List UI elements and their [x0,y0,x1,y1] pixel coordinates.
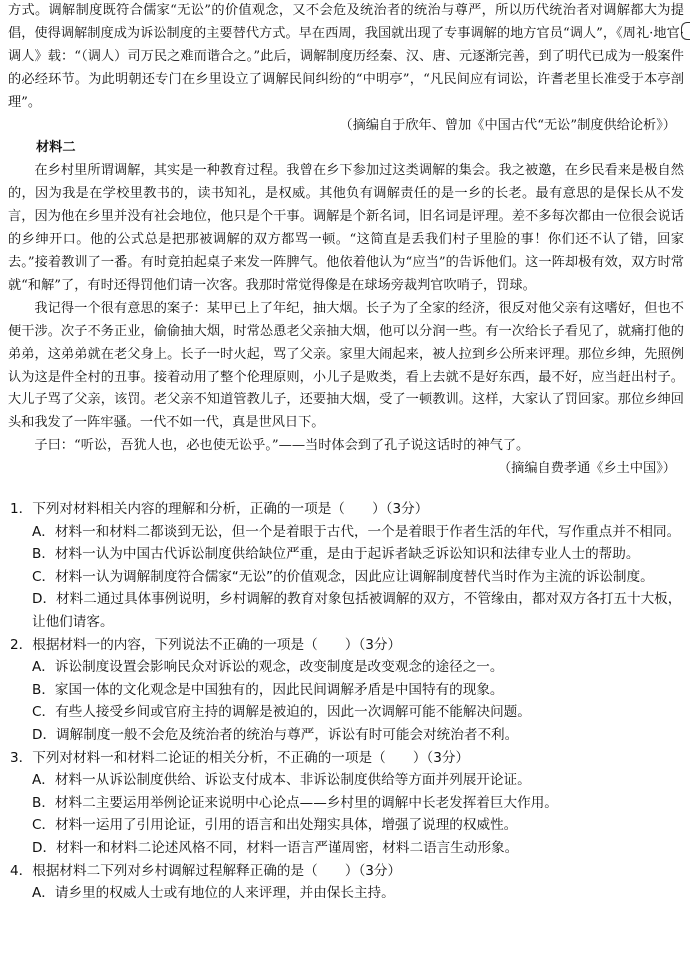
option-d: D．材料二通过具体事例说明，乡村调解的教育对象包括被调解的双方，不管缘由，都对双方各打五十大板，让他们请客。 [32,591,682,630]
option-a: A．请乡里的权威人士或有地位的人来评理，并由保长主持。 [32,885,395,902]
material2-paragraph-3: 子曰：“听讼，吾犹人也，必也使无讼乎。”——当时体会到了孔子说这话时的神气了。 [34,438,530,454]
material2-paragraph-1: 在乡村里所谓调解，其实是一种教育过程。我曾在乡下参加过这类调解的集会。我之被邀，在乡民看来是极自然的，因为我是在学校里教书的，读书知礼，是权威。其他负有调解责任的是一乡的长老。最有意思的是保长从不发言，因为他在乡里并没有社会地位，他只是个干事。调解是个新名词，旧名词是评理。差不多每次都由一位很会说话的乡绅开口。他的公式总是把那被调解的双方都骂一顿。“这简直是丢我们村子里脸的事！你们还不认了错，回家去。”接着教训了一番。有时竟拍起桌子来发一阵脾气。他依着他认为“应当”的告诉他们。这一阵却极有效，双方时常就“和解”了，有时还得罚他们请一次客。我那时常觉得像是在球场旁裁判官吹哨子，罚球。 [8,163,684,293]
question-2 [8,634,684,747]
material2-source: （摘编自费孝通《乡土中国》） [497,461,676,477]
question-stem: 1．下列对材料相关内容的理解和分析，正确的一项是（ ）（3分） [10,501,429,517]
material2-heading: 材料二 [36,140,76,156]
reading-passage [8,0,684,481]
option-a: A．材料一从诉讼制度供给、诉讼支付成本、非诉讼制度供给等方面并列展开论证。 [32,772,531,789]
question-4 [8,860,684,905]
question-stem: 3．下列对材料一和材料二论证的相关分析，不正确的一项是（ ）（3分） [10,749,470,766]
question-1 [8,498,684,634]
option-d: D．调解制度一般不会危及统治者的统治与尊严，诉讼有时可能会对统治者不利。 [32,726,519,743]
material1-source: （摘编自于欣年、曾加《中国古代“无讼”制度供给论析》） [339,117,676,133]
question-stem: 2．根据材料一的内容，下列说法不正确的一项是（ ）（3分） [10,636,402,653]
material2-paragraph-2: 我记得一个很有意思的案子：某甲已上了年纪，抽大烟。长子为了全家的经济，很反对他父亲有这嗜好，但也不便干涉。次子不务正业，偷偷抽大烟，时常怂恿老父亲抽大烟，他可以分润一些。有一次给长子看见了，就痛打他的弟弟，这弟弟就在老父身上。长子一时火起，骂了父亲。家里大闹起来，被人拉到乡公所来评理。那位乡绅，先照例认为这是件全村的丑事。接着动用了整个伦理原则，小儿子是败类，看上去就不是好东西，最不好，应当赶出村子。大儿子骂了父亲，该罚。老父亲不知道管教儿子，还要抽大烟，受了一顿教训。这样，大家认了罚回家。那位乡绅回头和我发了一阵牢骚。一代不如一代，真是世风日下。 [8,300,684,431]
option-d: D．材料一和材料二论述风格不同，材料一语言严谨周密，材料二语言生动形象。 [32,839,519,856]
option-c: C．有些人接受乡间或官府主持的调解是被迫的，因此一次调解可能不能解决问题。 [32,704,531,721]
option-b: B．材料一认为中国古代诉讼制度供给缺位严重，是由于起诉者缺乏诉讼知识和法律专业人士的帮助。 [32,546,640,563]
option-c: C．材料一认为调解制度符合儒家“无讼”的价值观念，因此应让调解制度替代当时作为主流的诉讼制度。 [32,568,654,585]
option-c: C．材料一运用了引用论证，引用的语言和出处翔实具体，增强了说理的权威性。 [32,817,518,834]
option-a: A．材料一和材料二都谈到无讼，但一个是着眼于古代，一个是着眼于作者生活的年代，写作重点并不相同。 [32,523,681,540]
question-list [8,498,684,905]
question-stem: 4．根据材料二下列对乡村调解过程解释正确的是（ ）（3分） [10,862,402,879]
option-a: A．诉讼制度设置会影响民众对诉讼的观念，改变制度是改变观念的途径之一。 [32,659,504,676]
material1-tail-paragraph: 方式。调解制度既符合儒家“无讼”的价值观念，又不会危及统治者的统治与尊严，所以历代统治者对调解都大为提倡，使得调解制度成为诉讼制度的主要替代方式。早在西周，我国就出现了专事调解的地方官员“调人”，《周礼·地官·调人》载：“（调人）司万民之难而谐合之。”此后，调解制度历经秦、汉、唐、元逐渐完善，到了明代已成为一般案件的必经环节。为此明朝还专门在乡里设立了调解民间纠纷的“中明亭”，“凡民间应有词讼，许耆老里长准受于本亭剖理”。 [8,3,684,110]
option-b: B．家国一体的文化观念是中国独有的，因此民间调解矛盾是中国特有的现象。 [32,681,504,698]
question-3 [8,747,684,860]
option-b: B．材料二主要运用举例论证来说明中心论点——乡村里的调解中长老发挥着巨大作用。 [32,794,558,811]
